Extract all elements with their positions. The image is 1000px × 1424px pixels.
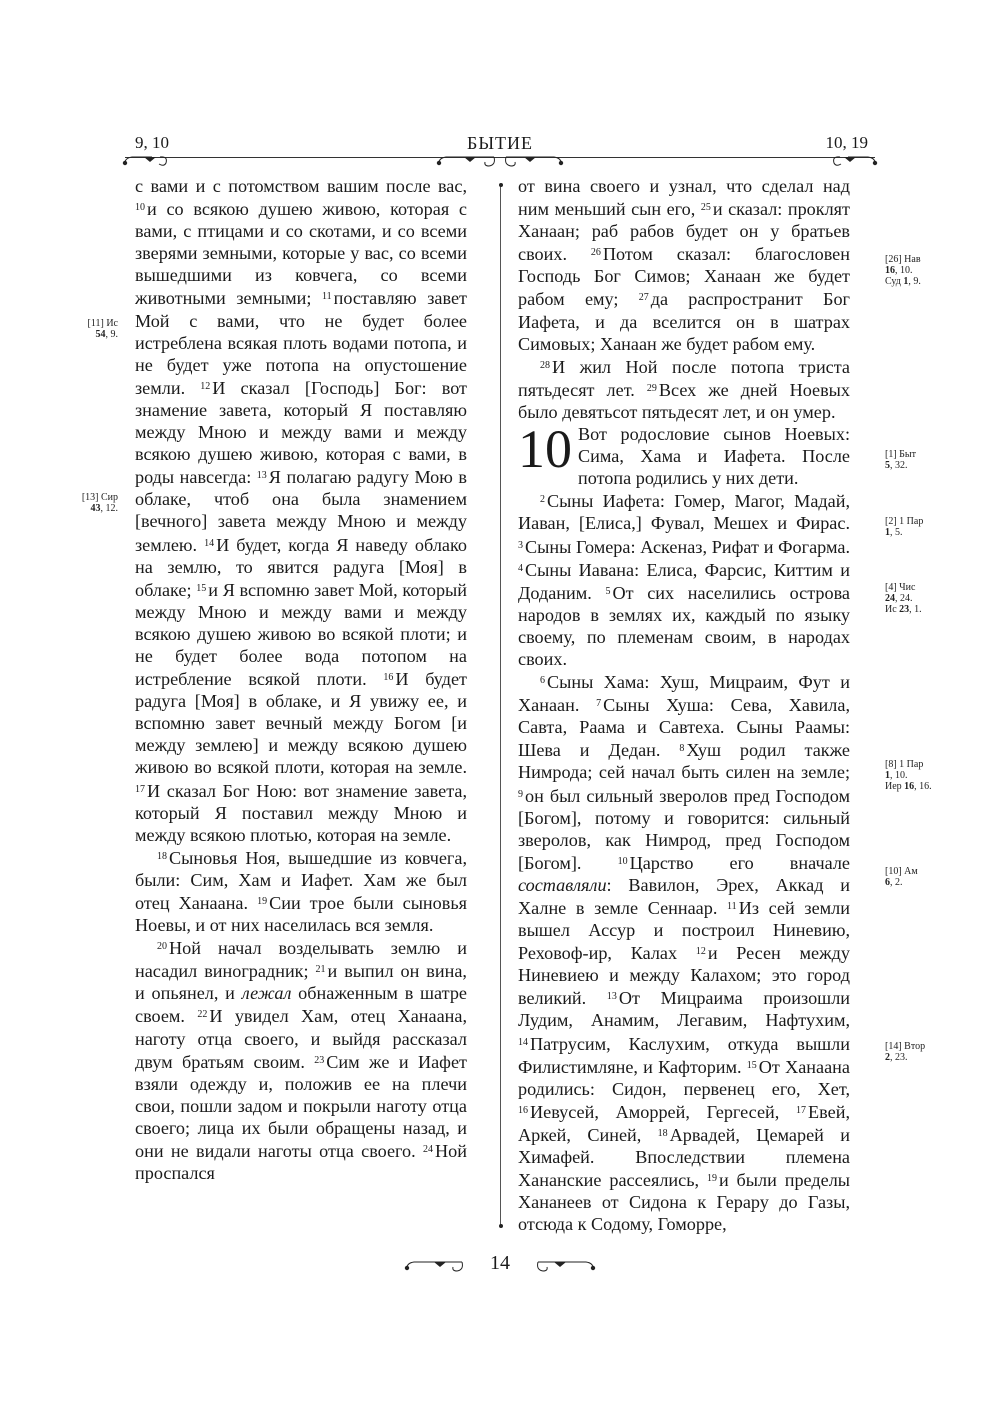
verse-number: 9 bbox=[518, 788, 523, 800]
note-chapter: 6 bbox=[885, 877, 890, 888]
margin-note bbox=[70, 492, 118, 514]
note-ref: Суд bbox=[885, 276, 904, 287]
text-span: Потом сказал: благословен Господь Бог Симов; Ханаан же будет рабом ему; bbox=[518, 244, 850, 310]
verse-number: 26 bbox=[590, 247, 601, 259]
paragraph bbox=[518, 419, 850, 489]
text-span: Сыны Иавана: Елиса, Фарсис, Киттим и Доданим. bbox=[518, 559, 850, 603]
margin-note bbox=[885, 1041, 945, 1063]
text-span: От Ханаана родились: Сидон, первенец его, Хет, bbox=[518, 1056, 850, 1099]
column-divider bbox=[500, 185, 501, 1225]
text-span: Царство его вначале bbox=[629, 852, 850, 873]
text-span: Арвадей, Цемарей и Химафей. Впоследствии племена Хананские рассеялись, bbox=[518, 1124, 850, 1191]
note-chapter: 16 bbox=[904, 781, 915, 792]
text-span: И увидел Хам, отец Ханаана, наготу отца своего, и выйдя рассказал двум братьям своим. bbox=[135, 1006, 468, 1072]
note-verse: , 9. bbox=[908, 276, 921, 287]
note-ref: [26] Нав bbox=[885, 254, 921, 265]
paragraph bbox=[135, 175, 467, 846]
text-span: И будет радуга [Моя] в облаке, и Я увижу ее, и вспомню завет вечный между Богом [и между землею] и между всякою душею живою во всякой плоти, которая на земле. bbox=[135, 669, 467, 778]
text-span: и со всякою душею живою, которая с вами, с птицами и со скотами, и со всеми зверями земными, которые у вас, со всеми вышедшими из ковчега, со всеми животными земными; bbox=[135, 199, 467, 309]
verse-number: 18 bbox=[657, 1127, 668, 1139]
text-span: Ной начал возделывать землю и насадил виноградник; bbox=[135, 938, 467, 982]
text-span: Иевусей, Аморрей, Гергесей, bbox=[530, 1101, 797, 1122]
note-verse: , 16. bbox=[914, 781, 932, 792]
verse-number: 8 bbox=[679, 743, 685, 755]
verse-number: 17 bbox=[796, 1104, 807, 1116]
text-span: Я полагаю радугу Мою в облаке, чтоб она была знамением [вечного] завета между Мною и между землею. bbox=[135, 467, 467, 555]
text-span: обнаженным в шатре своем. bbox=[135, 983, 467, 1027]
text-span: Вот родословие сынов Ноевых: Сима, Хама и Иафета. После потопа родились у них дети. bbox=[578, 424, 850, 489]
verse-number: 3 bbox=[518, 539, 523, 551]
verse-number: 13 bbox=[256, 470, 267, 482]
ornament-center-right-icon bbox=[502, 153, 564, 171]
verse-number: 2 bbox=[540, 494, 545, 506]
divider-top-dot bbox=[499, 183, 503, 187]
text-span: Сыновья Ноя, вышедшие из ковчега, были: Сим, Хам и Иафет. Хам же был отец Ханаана. bbox=[135, 847, 467, 913]
verse-number: 22 bbox=[197, 1009, 208, 1021]
text-span: От сих населились острова народов в землях их, каждый по языку своему, по племенам своим, в народах своих. bbox=[518, 582, 850, 669]
verse-number: 18 bbox=[157, 850, 167, 862]
italic-word: лежал bbox=[241, 983, 292, 1004]
margin-note bbox=[885, 449, 945, 471]
verse-number: 27 bbox=[638, 292, 649, 304]
note-verse: , 9. bbox=[105, 329, 118, 340]
text-span: Евей, Аркей, Синей, bbox=[518, 1101, 850, 1145]
text-span: И сказал Бог Ною: вот знамение завета, который Я поставил между Мною и между всякою плотью, которая на земле. bbox=[135, 780, 467, 845]
verse-number: 23 bbox=[314, 1054, 325, 1066]
ornament-left-icon bbox=[122, 153, 174, 171]
ornament-right-icon bbox=[826, 153, 878, 171]
text-span: Сии трое были сыновья Ноевы, и от них населилась вся земля. bbox=[135, 893, 468, 936]
note-verse: , 10. bbox=[890, 770, 908, 781]
note-verse: , 12. bbox=[100, 503, 118, 514]
margin-note bbox=[885, 759, 945, 792]
text-span: и Ресен между Ниневиею и между Калахом; это город великий. bbox=[518, 943, 851, 1009]
verse-number: 19 bbox=[706, 1173, 717, 1185]
verse-number: 14 bbox=[204, 537, 215, 549]
note-chapter: 23 bbox=[899, 604, 910, 615]
chapter-number: 10 bbox=[518, 419, 572, 480]
italic-word: составляли bbox=[518, 874, 607, 895]
text-span: И жил Ной после потопа триста пятьдесят лет. bbox=[518, 356, 850, 400]
note-verse: , 24. bbox=[895, 593, 913, 604]
verse-number: 29 bbox=[646, 382, 657, 394]
text-span: от вина своего и узнал, что сделал над ним меньший сын его, bbox=[518, 176, 850, 220]
ornament-center-left-icon bbox=[436, 153, 498, 171]
note-verse: , 2. bbox=[890, 877, 903, 888]
note-chapter: 43 bbox=[90, 503, 101, 514]
left-text-column bbox=[135, 175, 467, 1184]
margin-note bbox=[885, 254, 945, 287]
verse-number: 16 bbox=[518, 1104, 528, 1116]
text-span: с вами и с потомством вашим после вас, bbox=[135, 176, 467, 196]
note-chapter: 1 bbox=[903, 276, 909, 287]
verse-number: 19 bbox=[257, 896, 268, 907]
note-verse: , 1. bbox=[909, 604, 922, 615]
note-chapter: 54 bbox=[95, 329, 106, 340]
text-span: Хуш родил также Нимрода; сей начал быть силен на земле; bbox=[518, 740, 851, 783]
text-span: Сыны Хуша: Сева, Хавила, Савта, Раама и Савтеха. Сыны Раамы: Шева и Дедан. bbox=[518, 695, 850, 761]
paragraph bbox=[135, 936, 467, 1184]
margin-note bbox=[885, 582, 945, 615]
header-right-reference: 10, 19 bbox=[825, 133, 868, 152]
text-span: Из сей земли вышел Ассур и построил Ниневию, Реховоф-ир, Калах bbox=[518, 898, 850, 964]
verse-number: 10 bbox=[617, 855, 628, 867]
text-span: И будет, когда Я наведу облако на землю, то явится радуга [Моя] в облаке; bbox=[135, 534, 467, 600]
verse-number: 12 bbox=[695, 946, 706, 958]
note-chapter: 1 bbox=[885, 527, 890, 538]
margin-note bbox=[885, 866, 945, 888]
note-ref: [2] 1 Пар bbox=[885, 516, 924, 527]
note-chapter: 2 bbox=[885, 1052, 890, 1063]
note-ref: Иер bbox=[885, 781, 905, 792]
verse-number: 10 bbox=[135, 202, 145, 214]
note-verse: , 23. bbox=[890, 1052, 908, 1063]
text-span: и Я вспомню завет Мой, который между Мною и между вами и между всякою душею живою во всякой плоти; и не будет более вода потопом на истребление всякой плоти. bbox=[135, 579, 467, 690]
verse-number: 21 bbox=[315, 964, 326, 976]
verse-number: 4 bbox=[518, 562, 523, 574]
book-title: БЫТИЕ bbox=[466, 133, 534, 153]
text-span: Ной проспался bbox=[135, 1141, 467, 1184]
verse-number: 11 bbox=[322, 291, 332, 303]
note-verse: , 32. bbox=[890, 460, 908, 471]
paragraph bbox=[135, 846, 467, 936]
text-span: Сим же и Иафет взяли одежду и, положив ее на плечи свои, пошли задом и покрыли наготу отца своего; лица их были обращены назад, и они не видали наготы отца своего. bbox=[135, 1051, 467, 1162]
note-chapter: 1 bbox=[885, 770, 890, 781]
verse-number: 5 bbox=[605, 585, 611, 597]
verse-number: 17 bbox=[135, 783, 145, 795]
text-span: и выпил он вина, и опьянел, и bbox=[135, 961, 467, 1004]
note-verse: , 5. bbox=[890, 527, 903, 538]
text-span: Сыны Иафета: Гомер, Магог, Мадай, Иаван, [Елиса,] Фувал, Мешех и Фирас. bbox=[518, 491, 850, 534]
note-ref: [4] Чис bbox=[885, 582, 916, 593]
paragraph bbox=[518, 489, 850, 670]
text-span: Патрусим, Каслухим, откуда вышли Филистимляне, и Кафторим. bbox=[518, 1033, 850, 1077]
note-ref: [14] Втор bbox=[885, 1041, 926, 1052]
divider-bottom-dot bbox=[499, 1224, 503, 1228]
text-span: поставляю завет Мой с вами, что не будет более истреблена всякая плоть водами потопа, и не будет уже потопа на опустошение земли. bbox=[135, 288, 468, 398]
verse-number: 14 bbox=[518, 1036, 528, 1048]
verse-number: 15 bbox=[196, 582, 207, 594]
verse-number: 28 bbox=[540, 359, 550, 371]
note-ref: [11] Ис bbox=[87, 318, 118, 329]
margin-note bbox=[885, 516, 945, 538]
paragraph bbox=[518, 355, 850, 423]
verse-number: 11 bbox=[727, 901, 737, 912]
text-span: От Мицраима произошли Лудим, Анамим, Легавим, Нафтухим, bbox=[518, 988, 850, 1031]
text-span: Всех же дней Ноевых было девятьсот пятьдесят лет, и он умер. bbox=[518, 379, 850, 422]
verse-number: 12 bbox=[200, 380, 211, 392]
footer-ornament-right-icon bbox=[534, 1258, 596, 1276]
note-ref: [13] Сир bbox=[81, 492, 118, 503]
text-span: И сказал [Господь] Бог: вот знамение завета, который Я поставляю между Мною и между вами и между всякою душею живою, которая с вами, в роды навсегда: bbox=[135, 377, 468, 488]
page-number: 14 bbox=[490, 1252, 510, 1274]
note-ref: [10] Ам bbox=[885, 866, 918, 877]
verse-number: 6 bbox=[540, 675, 545, 687]
verse-number: 13 bbox=[606, 991, 617, 1003]
text-span: : Вавилон, Эрех, Аккад и Халне в земле Сеннаар. bbox=[518, 874, 850, 918]
note-ref: [1] Быт bbox=[885, 449, 916, 460]
header-rule bbox=[125, 157, 875, 158]
note-verse: , 10. bbox=[895, 265, 913, 276]
verse-number: 15 bbox=[746, 1059, 757, 1071]
text-span: Сыны Хама: Хуш, Мицраим, Фут и Ханаан. bbox=[518, 672, 850, 716]
right-text-column bbox=[518, 175, 850, 1235]
note-ref: [8] 1 Пар bbox=[885, 759, 924, 770]
verse-number: 20 bbox=[157, 941, 167, 953]
note-chapter: 5 bbox=[885, 460, 890, 471]
verse-number: 7 bbox=[596, 698, 602, 710]
text-span: да распространит Бог Иафета, и да вселится он в шатрах Симовых; Ханаан же будет рабом ему. bbox=[518, 289, 850, 354]
text-span: Сыны Гомера: Аскеназ, Рифат и Фогарма. bbox=[525, 536, 850, 557]
text-span: он был сильный зверолов пред Господом [Богом], потому и говорится: сильный зверолов, как Нимрод, пред Господом [Богом]. bbox=[518, 785, 850, 873]
paragraph bbox=[518, 175, 850, 355]
paragraph bbox=[518, 670, 850, 1235]
verse-number: 16 bbox=[383, 672, 394, 684]
margin-note bbox=[70, 318, 118, 340]
verse-number: 24 bbox=[423, 1144, 434, 1156]
note-chapter: 16 bbox=[885, 265, 895, 276]
note-chapter: 24 bbox=[885, 593, 895, 604]
text-span: и сказал: проклят Ханаан; раб рабов будет он у братьев своих. bbox=[518, 199, 850, 265]
verse-number: 25 bbox=[700, 202, 711, 214]
text-span: и были пределы Хананеев от Сидона к Герару до Газы, отсюда к Содому, Гоморре, bbox=[518, 1170, 851, 1235]
note-ref: Ис bbox=[885, 604, 900, 615]
header-left-reference: 9, 10 bbox=[135, 133, 169, 152]
